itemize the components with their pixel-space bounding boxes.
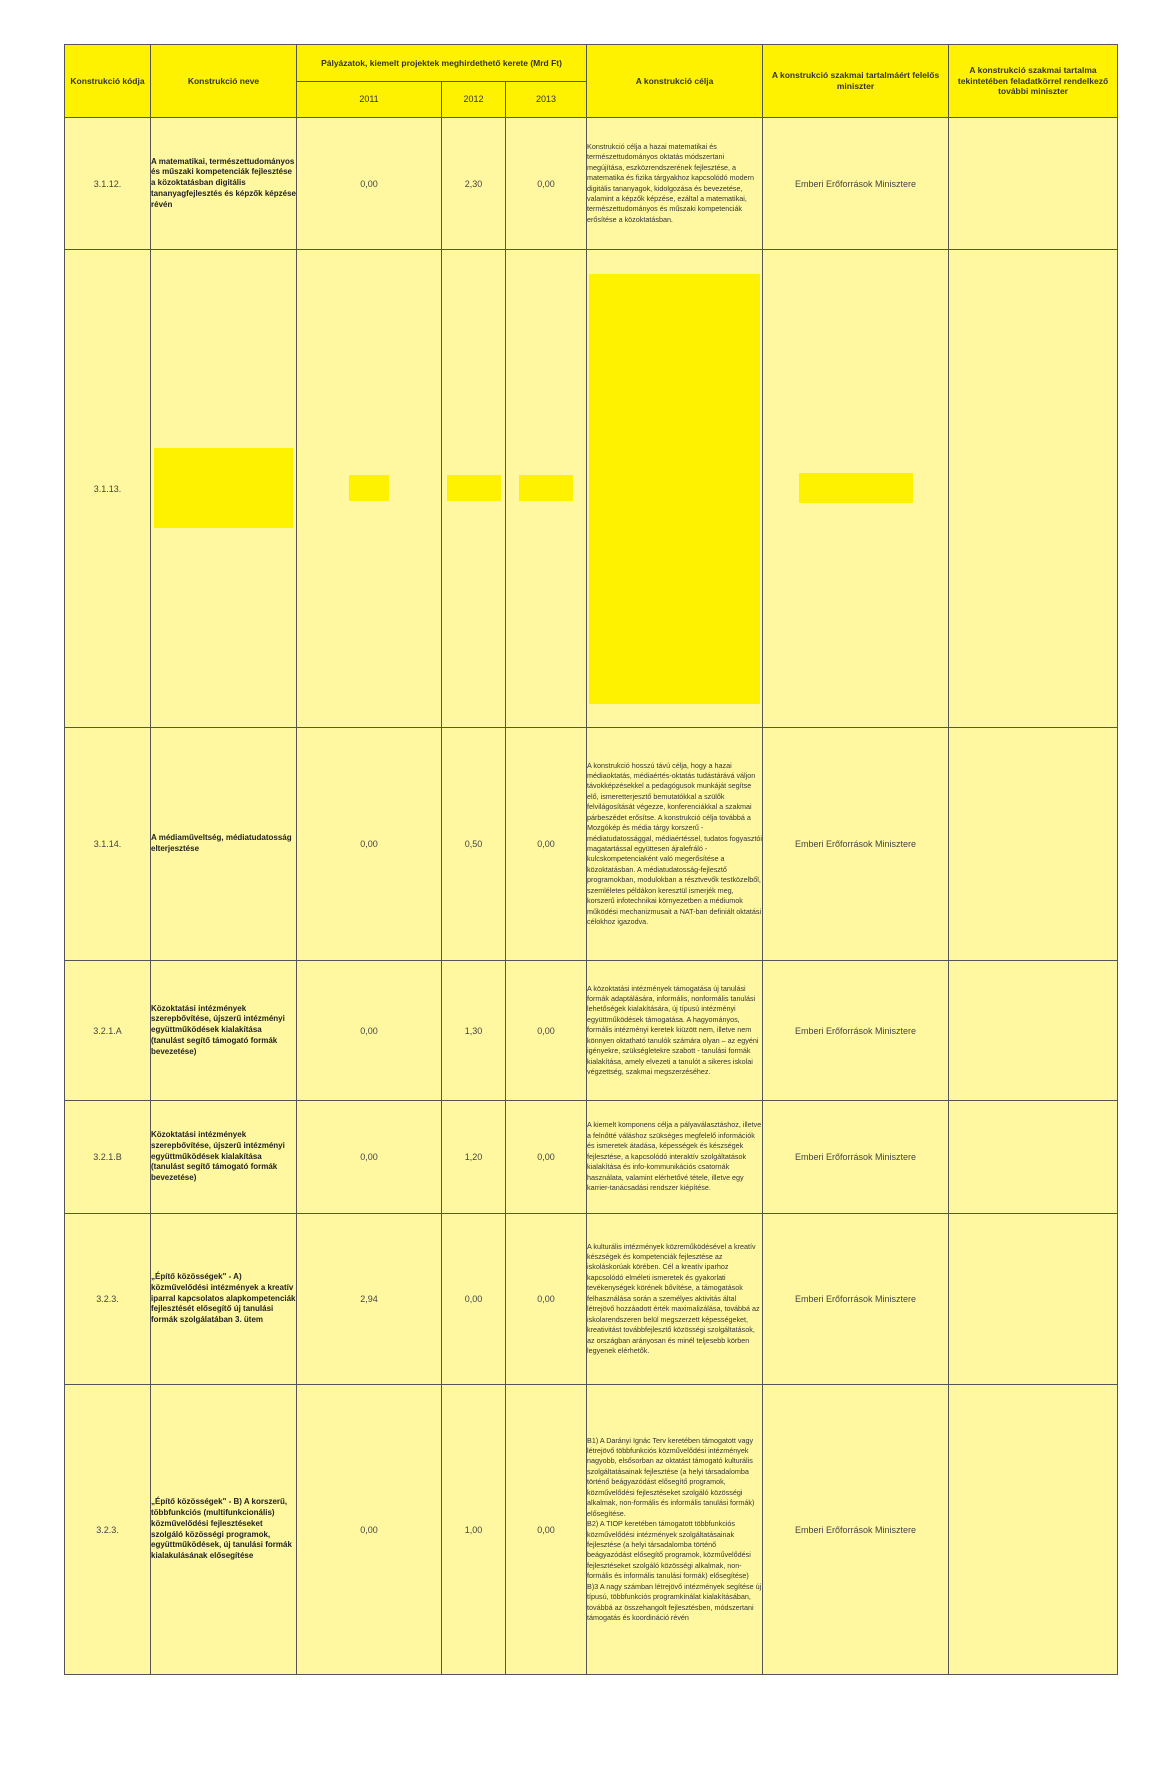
header-year-2012: 2012 bbox=[442, 82, 506, 118]
row-minister: Emberi Erőforrások Minisztere bbox=[763, 118, 949, 250]
header-year-2011: 2011 bbox=[297, 82, 442, 118]
row-goal: A kiemelt komponens célja a pályaválasztáshoz, illetve a felnőtté váláshoz szükséges megfelelő információk és ismeretek átadása, képességek és készségek fejlesztése, a kapcsolódó interaktív szolgáltatások kialakítása és info-kommunikációs csatornák használata, valamint elérhetővé tétele, illetve egy karrier-tanácsadási rendszer kiépítése. bbox=[587, 1101, 763, 1214]
header-other-minister: A konstrukció szakmai tartalma tekintetében feladatkörrel rendelkező további miniszter bbox=[949, 45, 1118, 118]
table-row bbox=[65, 1214, 1118, 1385]
row-minister: Emberi Erőforrások Minisztere bbox=[763, 1101, 949, 1214]
row-minister: Emberi Erőforrások Minisztere bbox=[763, 1385, 949, 1675]
row-value-2012: 1,30 bbox=[442, 961, 506, 1101]
row-code: 3.1.13. bbox=[65, 250, 151, 728]
row-value-2011-highlighted bbox=[297, 250, 442, 728]
row-minister: Emberi Erőforrások Minisztere bbox=[763, 1214, 949, 1385]
row-value-2013: 0,00 bbox=[506, 728, 587, 961]
row-name: A matematikai, természettudományos és műszaki kompetenciák fejlesztése a közoktatásban digitális tananyagfejlesztés és képzők képzése révén bbox=[151, 118, 297, 250]
row-code: 3.2.3. bbox=[65, 1214, 151, 1385]
row-value-2011: 0,00 bbox=[297, 1385, 442, 1675]
row-value-2012-highlighted bbox=[442, 250, 506, 728]
row-value-2013: 0,00 bbox=[506, 118, 587, 250]
row-other-minister bbox=[949, 250, 1118, 728]
row-minister-highlighted bbox=[763, 250, 949, 728]
row-value-2013: 0,00 bbox=[506, 1385, 587, 1675]
row-value-2012: 2,30 bbox=[442, 118, 506, 250]
highlight-block bbox=[589, 274, 760, 704]
row-code: 3.1.12. bbox=[65, 118, 151, 250]
row-value-2011: 0,00 bbox=[297, 1101, 442, 1214]
row-value-2012: 0,50 bbox=[442, 728, 506, 961]
row-code: 3.2.1.B bbox=[65, 1101, 151, 1214]
row-name: Közoktatási intézmények szerepbővítése, újszerű intézményi együttműködések kialakítása (tanulást segítő támogató formák bevezetése) bbox=[151, 1101, 297, 1214]
highlight-block bbox=[349, 475, 389, 501]
table-row bbox=[65, 1385, 1118, 1675]
header-minister: A konstrukció szakmai tartalmáért felelős miniszter bbox=[763, 45, 949, 118]
highlight-block bbox=[447, 475, 501, 501]
row-goal: A konstrukció hosszú távú célja, hogy a hazai médiaoktatás, médiaértés-oktatás tudástárává váljon távokképzésekkel a pedagógusok munkáját segítse elő, ismeretterjesztő bemutatókkal a szülők felvilágosítását végezze, konferenciákkal a szakmai párbeszédet erősítse. A konstrukció célja továbbá a Mozgókép és média tárgy korszerű - médiatudatossággal, médiaértéssel, tudatos fogyasztói magatartással együttesen ájralefráló - kulcskompetenciaként való megerősítése a közoktatásban. A médiatudatosság-fejlesztő programokban, modulokban a résztvevők testközelből, szemléletes példákon keresztül ismerjék meg, korszerű infotechnikai környezetben a médiumok működési mechanizmusait a NAT-ban definiált oktatási célokhoz igazodva. bbox=[587, 728, 763, 961]
row-code: 3.2.3. bbox=[65, 1385, 151, 1675]
row-name: A médiaműveltség, médiatudatosság elterjesztése bbox=[151, 728, 297, 961]
row-code: 3.2.1.A bbox=[65, 961, 151, 1101]
row-value-2011: 0,00 bbox=[297, 118, 442, 250]
row-other-minister bbox=[949, 118, 1118, 250]
row-goal: B1) A Darányi Ignác Terv keretében támogatott vagy létrejövő többfunkciós közművelődési intézmények nagyobb, elsősorban az oktatást támogató kulturális szolgáltatásainak fejlesztése (a helyi társadalomba történő beágyazódást elősegítő programok, közművelődési fejlesztéseket szolgáló közösségi alkalmak, non-formális és informális tanulási formák) elősegítése. B2) A TIOP keretében támogatott többfunkciós közművelődési intézmények szolgáltatásainak fejlesztése (a helyi társadalomba történő beágyazódást elősegítő programok, közművelődési fejlesztéseket szolgáló közösségi alkalmak, non-formális és informális tanulási formák) elősegítése) B)3 A nagy számban létrejövő intézmények segítése új típusú, többfunkciós programkínálat kialakításában, továbbá az összehangolt fejlesztésben, módszertani támogatás és koordináció révén bbox=[587, 1385, 763, 1675]
row-value-2012: 1,20 bbox=[442, 1101, 506, 1214]
row-other-minister bbox=[949, 1214, 1118, 1385]
row-other-minister bbox=[949, 1101, 1118, 1214]
header-year-2013: 2013 bbox=[506, 82, 587, 118]
table-row bbox=[65, 250, 1118, 728]
row-value-2013: 0,00 bbox=[506, 1101, 587, 1214]
row-value-2013-highlighted bbox=[506, 250, 587, 728]
row-value-2011: 2,94 bbox=[297, 1214, 442, 1385]
row-other-minister bbox=[949, 961, 1118, 1101]
row-value-2012: 1,00 bbox=[442, 1385, 506, 1675]
row-minister: Emberi Erőforrások Minisztere bbox=[763, 961, 949, 1101]
highlight-block bbox=[799, 473, 913, 503]
row-name: „Építő közösségek" - A) közművelődési intézmények a kreatív iparral kapcsolatos alapkompetenciák fejlesztését elősegítő új tanulási formák szolgálatában 3. ütem bbox=[151, 1214, 297, 1385]
table-row bbox=[65, 728, 1118, 961]
row-other-minister bbox=[949, 1385, 1118, 1675]
row-value-2011: 0,00 bbox=[297, 728, 442, 961]
row-goal-highlighted bbox=[587, 250, 763, 728]
row-goal: Konstrukció célja a hazai matematikai és természettudományos oktatás módszertani megújítása, eszközrendszerének fejlesztése, a matematika és fizika tárgyakhoz kapcsolódó modern digitális tananyagok, kidolgozása és bevezetése, valamint a képzők képzése, ezáltal a matematikai, természettudományos és műszaki kompetenciák erősítése a közoktatásban. bbox=[587, 118, 763, 250]
row-other-minister bbox=[949, 728, 1118, 961]
header-budget-group: Pályázatok, kiemelt projektek meghirdethető kerete (Mrd Ft) bbox=[297, 45, 587, 82]
construction-table bbox=[64, 44, 1118, 1675]
row-value-2012: 0,00 bbox=[442, 1214, 506, 1385]
row-name: „Építő közösségek" - B) A korszerű, többfunkciós (multifunkcionális) közművelődési fejlesztéseket szolgáló közösségi programok, együttműködések, új tanulási formák kialakulásának elősegítése bbox=[151, 1385, 297, 1675]
row-minister: Emberi Erőforrások Minisztere bbox=[763, 728, 949, 961]
highlight-block bbox=[519, 475, 573, 501]
row-name: Közoktatási intézmények szerepbővítése, újszerű intézményi együttműködések kialakítása (tanulást segítő támogató formák bevezetése) bbox=[151, 961, 297, 1101]
header-name: Konstrukció neve bbox=[151, 45, 297, 118]
row-goal: A közoktatási intézmények támogatása új tanulási formák adaptálására, informális, nonformális tanulási lehetőségek kialakítására, új típusú intézményi együttműködések támogatása. A hagyományos, formális intézményi keretek kiüzött nem, illetve nem könnyen oktatható tanulók számára olyan – az egyéni igényekre, szükségletekre szabott - tanulási formák kialakítása, amely elvezeti a tanulót a sikeres iskolai végzettség, szakmai megszerzéséhez. bbox=[587, 961, 763, 1101]
table-row bbox=[65, 118, 1118, 250]
row-value-2013: 0,00 bbox=[506, 1214, 587, 1385]
table-row bbox=[65, 1101, 1118, 1214]
header-goal: A konstrukció célja bbox=[587, 45, 763, 118]
table-row bbox=[65, 961, 1118, 1101]
row-goal: A kulturális intézmények közreműködésével a kreatív készségek és kompetenciák fejlesztése az iskoláskorúak körében. Cél a kreatív iparhoz kapcsolódó elméleti ismeretek és gyakorlati tevékenységek körének bővítése, a támogatások felhasználása során a személyes aktivitás által létrejövő hozzáadott érték maximalizálása, továbbá az iskolarendszeren belül megszerzett képességeket, kreativitást továbbfejlesztő közösségi szolgáltatások, az országban arányosan és minél teljesebb körben legyenek elérhetők. bbox=[587, 1214, 763, 1385]
row-name-highlighted bbox=[151, 250, 297, 728]
row-code: 3.1.14. bbox=[65, 728, 151, 961]
header-code: Konstrukció kódja bbox=[65, 45, 151, 118]
row-value-2011: 0,00 bbox=[297, 961, 442, 1101]
row-value-2013: 0,00 bbox=[506, 961, 587, 1101]
highlight-block bbox=[154, 448, 293, 528]
